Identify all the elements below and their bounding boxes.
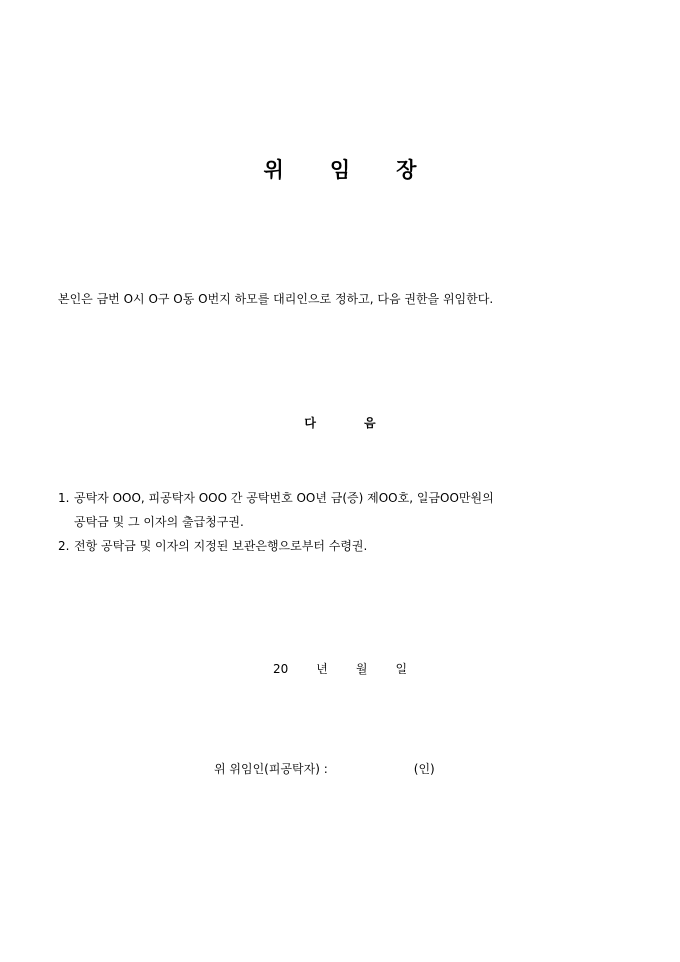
- item-number: 1.: [58, 491, 70, 505]
- signer-line: [214, 760, 514, 777]
- heading-char-1: 다: [304, 416, 316, 430]
- item-text-line2: 공탁금 및 그 이자의 출급청구권.: [74, 515, 244, 529]
- document-title: [0, 154, 680, 184]
- item-list: [58, 486, 658, 558]
- date-month-label: 월: [355, 662, 368, 676]
- date-year-label: 년: [316, 662, 328, 676]
- title-char-1: 위: [263, 157, 284, 182]
- item-text-line1: 전항 공탁금 및 이자의 지정된 보관은행으로부터 수령권.: [74, 539, 368, 553]
- list-item: [58, 486, 658, 534]
- heading-char-2: 음: [364, 416, 376, 430]
- list-item: [58, 534, 658, 558]
- item-text-line1: 공탁자 OOO, 피공탁자 OOO 간 공탁번호 OO년 금(증) 제OO호, 일금OO만원의: [74, 491, 494, 505]
- seal-mark: (인): [413, 762, 435, 776]
- date-day-label: 일: [395, 662, 408, 676]
- title-char-2: 임: [329, 157, 351, 182]
- date-year-prefix: 20: [272, 662, 289, 676]
- date-line: [0, 660, 680, 677]
- signer-label: 위 위임인(피공탁자) :: [214, 762, 328, 776]
- item-number: 2.: [58, 539, 70, 553]
- title-char-3: 장: [396, 157, 417, 182]
- section-heading: [0, 414, 680, 431]
- intro-paragraph: 본인은 금번 O시 O구 O동 O번지 하모를 대리인으로 정하고, 다음 권한을 위임한다.: [58, 292, 494, 306]
